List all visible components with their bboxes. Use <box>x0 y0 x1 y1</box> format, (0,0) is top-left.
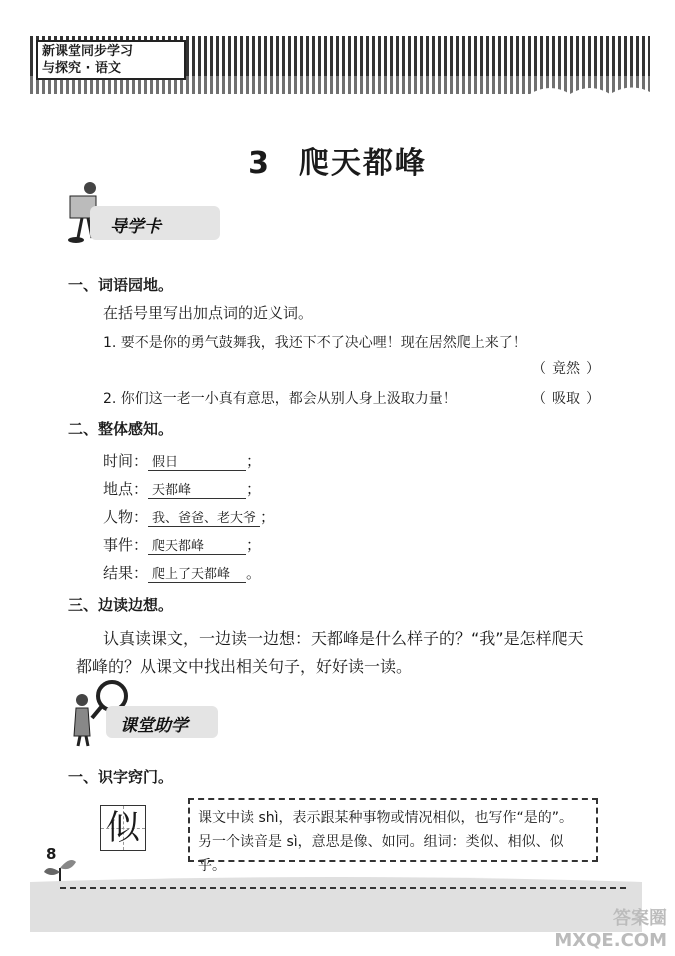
section3-line1: 认真读课文，一边读一边想：天都峰是什么样子的？“我”是怎样爬天 <box>103 629 584 648</box>
info-row-people <box>103 506 275 527</box>
row-label: 结果： <box>103 564 149 582</box>
row-end: ； <box>246 452 262 470</box>
row-label: 地点： <box>103 480 149 498</box>
row-value: 爬天都峰 <box>148 535 246 555</box>
row-value: 我、爸爸、老大爷 <box>148 507 260 527</box>
info-row-place <box>103 478 261 499</box>
question1-answer <box>532 358 612 378</box>
row-end: ； <box>260 508 276 526</box>
row-label: 人物： <box>103 508 149 526</box>
character-box <box>100 805 146 851</box>
close-paren: ） <box>586 391 600 407</box>
row-end: 。 <box>246 564 262 582</box>
row-value: 天都峰 <box>148 479 246 499</box>
row-label: 事件： <box>103 536 149 554</box>
watermark <box>554 908 667 952</box>
row-end: ； <box>246 480 262 498</box>
series-title-line1: 新课堂同步学习 <box>42 44 134 59</box>
lesson-name: 爬天都峰 <box>298 146 427 181</box>
section3-line2: 都峰的？从课文中找出相关句子，好好读一读。 <box>76 657 413 676</box>
question1-text: 1. 要不是你的勇气鼓舞我，我还下不了决心哩！现在居然爬上来了！ <box>103 335 527 351</box>
lesson-number: 3 <box>248 146 271 181</box>
section4-heading: 一、识字窍门。 <box>68 768 174 786</box>
explanation-line2: 另一个读音是 sì，意思是像、如同。组词：类似、相似、似乎。 <box>198 834 564 874</box>
info-row-time <box>103 450 261 471</box>
watermark-line2: MXQE.COM <box>554 930 667 951</box>
explanation-line1: 课文中读 shì，表示跟某种事物或情况相似，也写作“是的”。 <box>198 810 574 826</box>
row-value: 爬上了天都峰 <box>148 563 246 583</box>
footer-band <box>30 872 642 932</box>
series-title <box>36 40 186 80</box>
row-value: 假日 <box>148 451 246 471</box>
question2-answer-text: 吸取 <box>552 391 580 407</box>
question1-answer-text: 竟然 <box>552 361 580 377</box>
section1-heading: 一、词语园地。 <box>68 276 174 294</box>
question2-text: 2. 你们这一老一小真有意思，都会从别人身上汲取力量！ <box>103 391 457 407</box>
close-paren: ） <box>586 361 600 377</box>
series-title-line2: 与探究 · 语文 <box>42 61 121 76</box>
open-paren: （ <box>532 391 546 407</box>
section3-heading: 三、边读边想。 <box>68 596 174 614</box>
info-row-event <box>103 534 261 555</box>
class-help-label: 课堂助学 <box>120 716 188 736</box>
page-number: 8 <box>46 845 57 863</box>
row-end: ； <box>246 536 262 554</box>
question2-answer <box>532 388 612 408</box>
guide-card-badge <box>90 206 220 240</box>
guide-card-label: 导学卡 <box>110 217 161 237</box>
section2-heading: 二、整体感知。 <box>68 420 174 438</box>
featured-character: 似 <box>106 808 140 848</box>
explanation-box <box>188 798 598 874</box>
section1-instruction: 在括号里写出加点词的近义词。 <box>103 304 314 322</box>
watermark-line1: 答案圈 <box>613 908 667 929</box>
row-label: 时间： <box>103 452 149 470</box>
info-row-result <box>103 562 261 583</box>
lesson-title <box>0 138 675 182</box>
class-help-badge <box>106 706 218 738</box>
open-paren: （ <box>532 361 546 377</box>
